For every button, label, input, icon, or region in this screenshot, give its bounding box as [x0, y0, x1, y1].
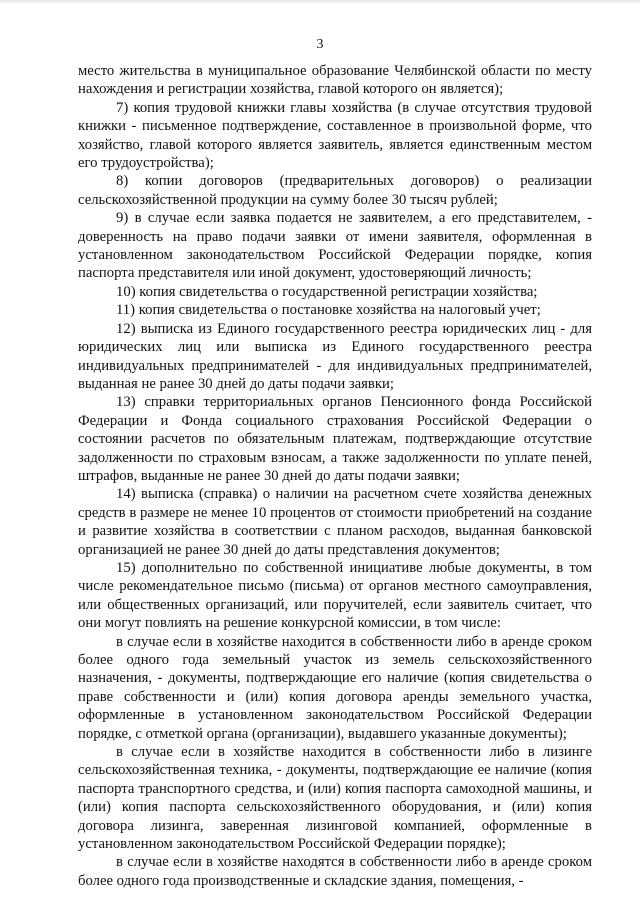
paragraph-item-8: 8) копии договоров (предварительных договоров) о реализации сельскохозяйственной продукции на сумму более 30 тысяч рублей;	[78, 173, 592, 208]
paragraph-machinery: в случае если в хозяйстве находится в собственности либо в лизинге сельскохозяйственная техника, - документы, подтверждающие ее наличие (копия паспорта транспортного средства, и (или) копия паспорта самоходной машины, и (или) копия паспорта сельскохозяйственного оборудования, и (или) копия договора лизинга, заверенная лизинговой компанией, оформленные в установленном законодательством Российской Федерации порядке);	[78, 744, 592, 853]
paragraph-land-plot: в случае если в хозяйстве находится в собственности либо в аренде сроком более одного года земельный участок из земель сельскохозяйственного назначения, - документы, подтверждающие его наличие (копия свидетельства о праве собственности и (или) копия договора аренды земельного участка, оформленные в установленном законодательством Российской Федерации порядке, с отметкой органа (организации), выдавшего указанные документы);	[78, 633, 592, 742]
paragraph-item-10: 10) копия свидетельства о государственной регистрации хозяйства;	[116, 283, 538, 300]
paragraph-item-7: 7) копия трудовой книжки главы хозяйства (в случае отсутствия трудовой книжки - письменное подтверждение, составленное в произвольной форме, что хозяйство, главой которого является заявитель, является единственным местом его трудоустройства);	[78, 99, 592, 172]
document-body	[78, 62, 592, 890]
paragraph-item-13: 13) справки территориальных органов Пенсионного фонда Российской Федерации и Фонда социального страхования Российской Федерации о состоянии расчетов по обязательным платежам, подтверждающие отсутствие задолженности по страховым взносам, а также задолженности по уплате пеней, штрафов, выданные не ранее 30 дней до даты подачи заявки;	[78, 394, 592, 484]
paragraph-buildings: в случае если в хозяйстве находятся в собственности либо в аренде сроком более одного года производственные и складские здания, помещения, -	[78, 854, 592, 889]
scan-top-edge	[0, 0, 640, 4]
paragraph-item-11: 11) копия свидетельства о постановке хозяйства на налоговый учет;	[116, 302, 541, 319]
page-number: 3	[316, 37, 324, 52]
paragraph-item-9: 9) в случае если заявка подается не заявителем, а его представителем, - доверенность на право подачи заявки от имени заявителя, оформленная в установленном законодательством Российской Федерации порядке, копия паспорта представителя или иной документ, удостоверяющий личность;	[78, 210, 592, 282]
paragraph-continuation: место жительства в муниципальное образование Челябинской области по месту нахождения и регистрации хозяйства, главой которого он является);	[78, 63, 592, 98]
paragraph-item-14: 14) выписка (справка) о наличии на расчетном счете хозяйства денежных средств в размере не менее 10 процентов от стоимости приобретений на создание и развитие хозяйства в соответствии с планом расходов, выданная банковской организацией не ранее 30 дней до даты представления документов;	[78, 486, 592, 558]
paragraph-item-15: 15) дополнительно по собственной инициативе любые документы, в том числе рекомендательное письмо (письма) от органов местного самоуправления, или общественных организаций, или поручителей, если заявитель считает, что они могут повлиять на решение конкурсной комиссии, в том числе:	[78, 559, 592, 632]
paragraph-item-12: 12) выписка из Единого государственного реестра юридических лиц - для юридических лиц или выписка из Единого государственного реестра индивидуальных предпринимателей - для индивидуальных предпринимателей, выданная не ранее 30 дней до даты подачи заявки;	[78, 320, 592, 392]
